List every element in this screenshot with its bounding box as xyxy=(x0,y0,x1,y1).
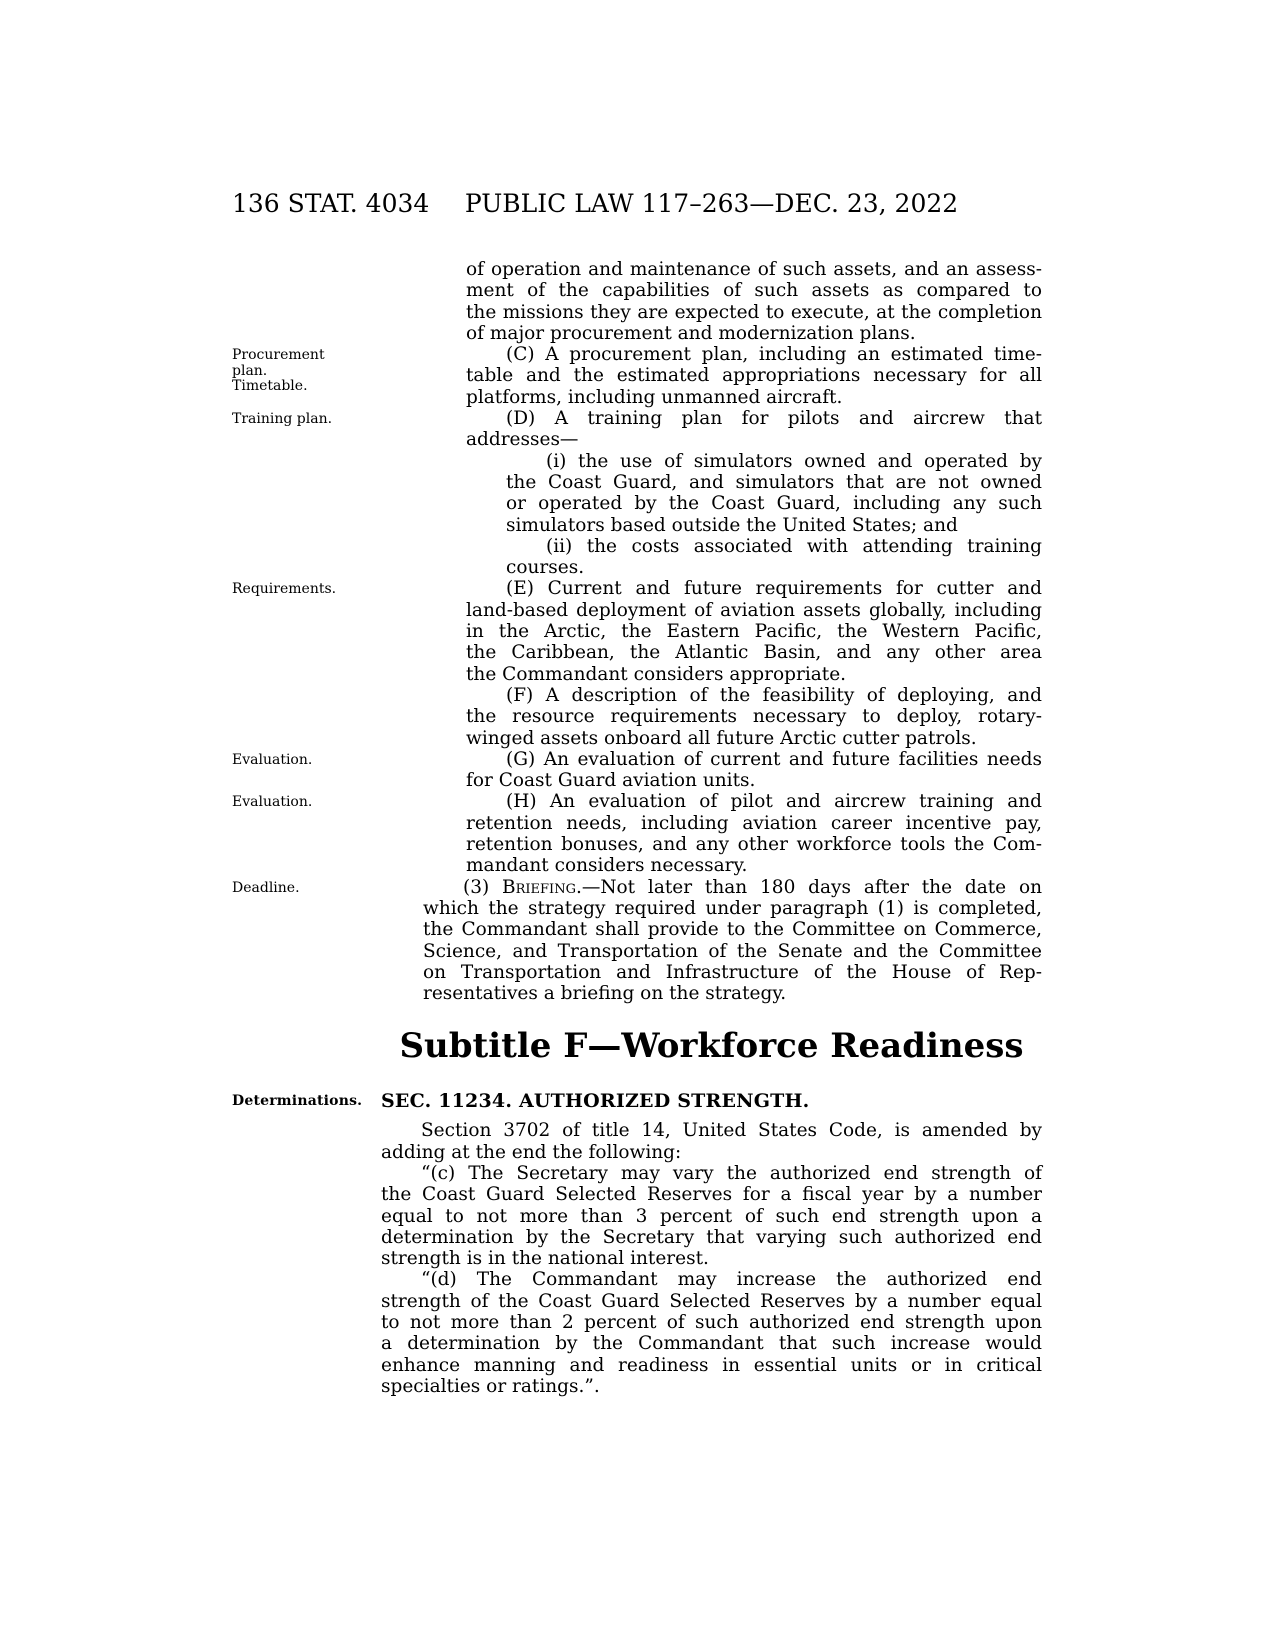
body-line: adding at the end the following: xyxy=(381,1141,682,1163)
body-line: (3) Briefing.—Not later than 180 days after the date on xyxy=(463,876,1042,898)
body-line: of operation and maintenance of such assets, and an assess- xyxy=(466,259,1042,280)
paragraph xyxy=(381,1269,1042,1397)
body-line: (D) A training plan for pilots and aircrew that xyxy=(506,408,1042,430)
body-line: winged assets onboard all future Arctic cutter patrols. xyxy=(466,727,977,749)
margin-note: Deadline. xyxy=(232,879,300,896)
margin-note: Evaluation. xyxy=(232,794,313,811)
body-column xyxy=(232,259,1042,1397)
body-line: platforms, including unmanned aircraft. xyxy=(466,386,843,408)
body-line: (G) An evaluation of current and future facilities needs xyxy=(506,748,1042,770)
paragraph xyxy=(232,791,1042,877)
body-line: the Coast Guard Selected Reserves for a fiscal year by a number xyxy=(381,1184,1042,1206)
body-line: addresses— xyxy=(466,429,579,451)
body-line: the Commandant considers appropriate. xyxy=(466,663,847,685)
body-line: (E) Current and future requirements for cutter and xyxy=(506,578,1042,600)
body-line: “(d) The Commandant may increase the authorized end xyxy=(421,1269,1042,1291)
paragraph xyxy=(232,344,1042,408)
body-line: or operated by the Coast Guard, including any such xyxy=(506,493,1042,515)
body-line: strength of the Coast Guard Selected Reserves by a number equal xyxy=(381,1290,1042,1312)
body-line: determination by the Secretary that varying such authorized end xyxy=(381,1226,1042,1248)
paragraph xyxy=(381,1163,1042,1269)
body-line: (ii) the costs associated with attending training xyxy=(546,535,1042,557)
paragraph xyxy=(232,748,1042,792)
body-line: simulators based outside the United States; and xyxy=(506,514,958,536)
margin-note: Requirements. xyxy=(232,581,337,598)
margin-note: Determinations. xyxy=(232,1093,363,1110)
body-line: in the Arctic, the Eastern Pacific, the Western Pacific, xyxy=(466,621,1042,643)
body-line: enhance manning and readiness in essential units or in critical xyxy=(381,1354,1042,1376)
paragraph xyxy=(506,451,1042,536)
body-line: “(c) The Secretary may vary the authorized end strength of xyxy=(421,1162,1042,1184)
paragraph xyxy=(506,536,1042,579)
body-line: the resource requirements necessary to deploy, rotary- xyxy=(466,706,1042,728)
body-line: which the strategy required under paragraph (1) is completed, xyxy=(423,897,1042,919)
paragraph xyxy=(381,1120,1042,1163)
body-line: (C) A procurement plan, including an estimated time- xyxy=(506,344,1042,366)
body-line: mandant considers necessary. xyxy=(466,855,748,877)
paragraph xyxy=(232,408,1042,451)
body-line: the Coast Guard, and simulators that are not owned xyxy=(506,471,1042,493)
body-line: the Commandant shall provide to the Committee on Commerce, xyxy=(423,919,1042,941)
body-line: (H) An evaluation of pilot and aircrew training and xyxy=(506,791,1042,813)
body-line: (F) A description of the feasibility of deploying, and xyxy=(506,684,1042,706)
body-line: on Transportation and Infrastructure of the House of Rep- xyxy=(423,961,1042,983)
body-line: courses. xyxy=(506,557,585,579)
body-line: for Coast Guard aviation units. xyxy=(466,770,756,792)
body-line: ment of the capabilities of such assets as compared to xyxy=(466,280,1042,302)
body-line: to not more than 2 percent of such authorized end strength upon xyxy=(381,1312,1042,1334)
body-line: retention needs, including aviation career incentive pay, xyxy=(466,812,1042,834)
body-line: Science, and Transportation of the Senate and the Committee xyxy=(423,940,1042,962)
body-line: the missions they are expected to execute, at the completion xyxy=(466,301,1042,323)
margin-note: Procurement plan. Timetable. xyxy=(232,347,325,395)
body-line: equal to not more than 3 percent of such end strength upon a xyxy=(381,1205,1042,1227)
paragraph xyxy=(232,876,1042,1005)
body-line: resentatives a briefing on the strategy. xyxy=(423,983,787,1005)
body-line: table and the estimated appropriations necessary for all xyxy=(466,365,1042,387)
body-line: (i) the use of simulators owned and operated by xyxy=(546,450,1042,472)
margin-note: Evaluation. xyxy=(232,751,313,768)
body-line: retention bonuses, and any other workforce tools the Com- xyxy=(466,834,1042,856)
paragraph xyxy=(232,578,1042,685)
body-line: land-based deployment of aviation assets globally, including xyxy=(466,599,1042,621)
section-heading: SEC. 11234. AUTHORIZED STRENGTH. Determinations. xyxy=(232,1090,810,1113)
page-number-stat-label: 136 STAT. 4034 xyxy=(232,189,430,218)
body-line: of major procurement and modernization plans. xyxy=(466,322,916,344)
body-line: strength is in the national interest. xyxy=(381,1248,709,1270)
subtitle-heading: Subtitle F—Workforce Readiness xyxy=(399,1026,1024,1067)
body-line: a determination by the Commandant that such increase would xyxy=(381,1333,1042,1355)
body-line: Section 3702 of title 14, United States Code, is amended by xyxy=(421,1120,1042,1142)
body-line: the Caribbean, the Atlantic Basin, and any other area xyxy=(466,642,1042,664)
margin-note: Training plan. xyxy=(232,411,333,428)
public-law-header: PUBLIC LAW 117–263—DEC. 23, 2022 xyxy=(464,189,959,218)
body-line: specialties or ratings.”. xyxy=(381,1375,600,1397)
paragraph xyxy=(466,685,1042,749)
paragraph xyxy=(466,259,1042,344)
